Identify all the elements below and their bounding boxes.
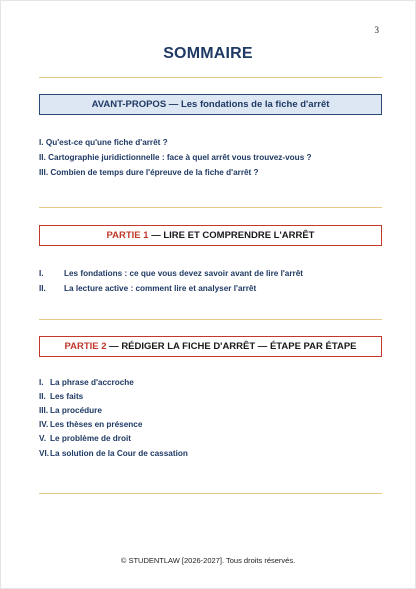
- partie-2-item: [39, 420, 142, 429]
- partie-2-item-number: IV.: [39, 420, 49, 429]
- partie-1-heading-box: [39, 225, 382, 246]
- partie-2-item-text: La procédure: [50, 406, 102, 415]
- partie-1-item: [39, 269, 303, 278]
- partie-2-item-number: VI.: [39, 449, 50, 458]
- partie-1-separator: —: [148, 230, 164, 241]
- partie-2-item-text: La phrase d'accroche: [50, 378, 134, 387]
- divider-top: [39, 77, 382, 78]
- avant-propos-item: I. Qu'est-ce qu'une fiche d'arrêt ?: [39, 138, 168, 147]
- partie-1-item-text: Les fondations : ce que vous devez savoir avant de lire l'arrêt: [64, 269, 304, 278]
- page-title: SOMMAIRE: [163, 45, 253, 62]
- partie-1-label: PARTIE 1: [106, 230, 149, 241]
- avant-propos-heading: AVANT-PROPOS — Les fondations de la fiche d'arrêt: [91, 99, 330, 110]
- partie-2-heading: RÉDIGER LA FICHE D'ARRÊT — ÉTAPE PAR ÉTAPE: [121, 341, 357, 352]
- avant-propos-item: II. Cartographie juridictionnelle : face à quel arrêt vous trouvez-vous ?: [39, 153, 312, 162]
- page-number: 3: [374, 25, 379, 35]
- partie-1-heading: LIRE ET COMPRENDRE L'ARRÊT: [163, 230, 315, 241]
- partie-1-item: [39, 284, 256, 293]
- partie-1-item-number: II.: [39, 284, 46, 293]
- partie-2-item-number: II.: [39, 392, 46, 401]
- partie-2-separator: —: [106, 341, 122, 352]
- partie-2-heading-box: [39, 336, 382, 357]
- partie-2-item-text: Les faits: [50, 392, 84, 401]
- partie-2-item: [39, 406, 102, 415]
- divider-after-avant-propos: [39, 207, 382, 208]
- avant-propos-item: III. Combien de temps dure l'épreuve de la fiche d'arrêt ?: [39, 168, 259, 177]
- divider-after-partie-1: [39, 319, 382, 320]
- divider-bottom: [39, 493, 382, 494]
- partie-2-item: [39, 392, 83, 401]
- partie-2-item-text: La solution de la Cour de cassation: [50, 449, 188, 458]
- partie-2-item-number: III.: [39, 406, 49, 415]
- partie-2-item-number: I.: [39, 378, 44, 387]
- partie-1-item-number: I.: [39, 269, 44, 278]
- avant-propos-heading-box: [39, 94, 382, 115]
- partie-2-item: [39, 449, 188, 458]
- partie-2-item-text: Le problème de droit: [50, 434, 131, 443]
- partie-2-item-text: Les thèses en présence: [50, 420, 143, 429]
- partie-2-item-number: V.: [39, 434, 46, 443]
- partie-1-item-text: La lecture active : comment lire et analyser l'arrêt: [64, 284, 257, 293]
- partie-2-item: [39, 434, 131, 443]
- partie-2-item: [39, 378, 134, 387]
- partie-2-label: PARTIE 2: [64, 341, 107, 352]
- copyright-footer: © STUDENTLAW [2026-2027]. Tous droits réservés.: [120, 556, 296, 565]
